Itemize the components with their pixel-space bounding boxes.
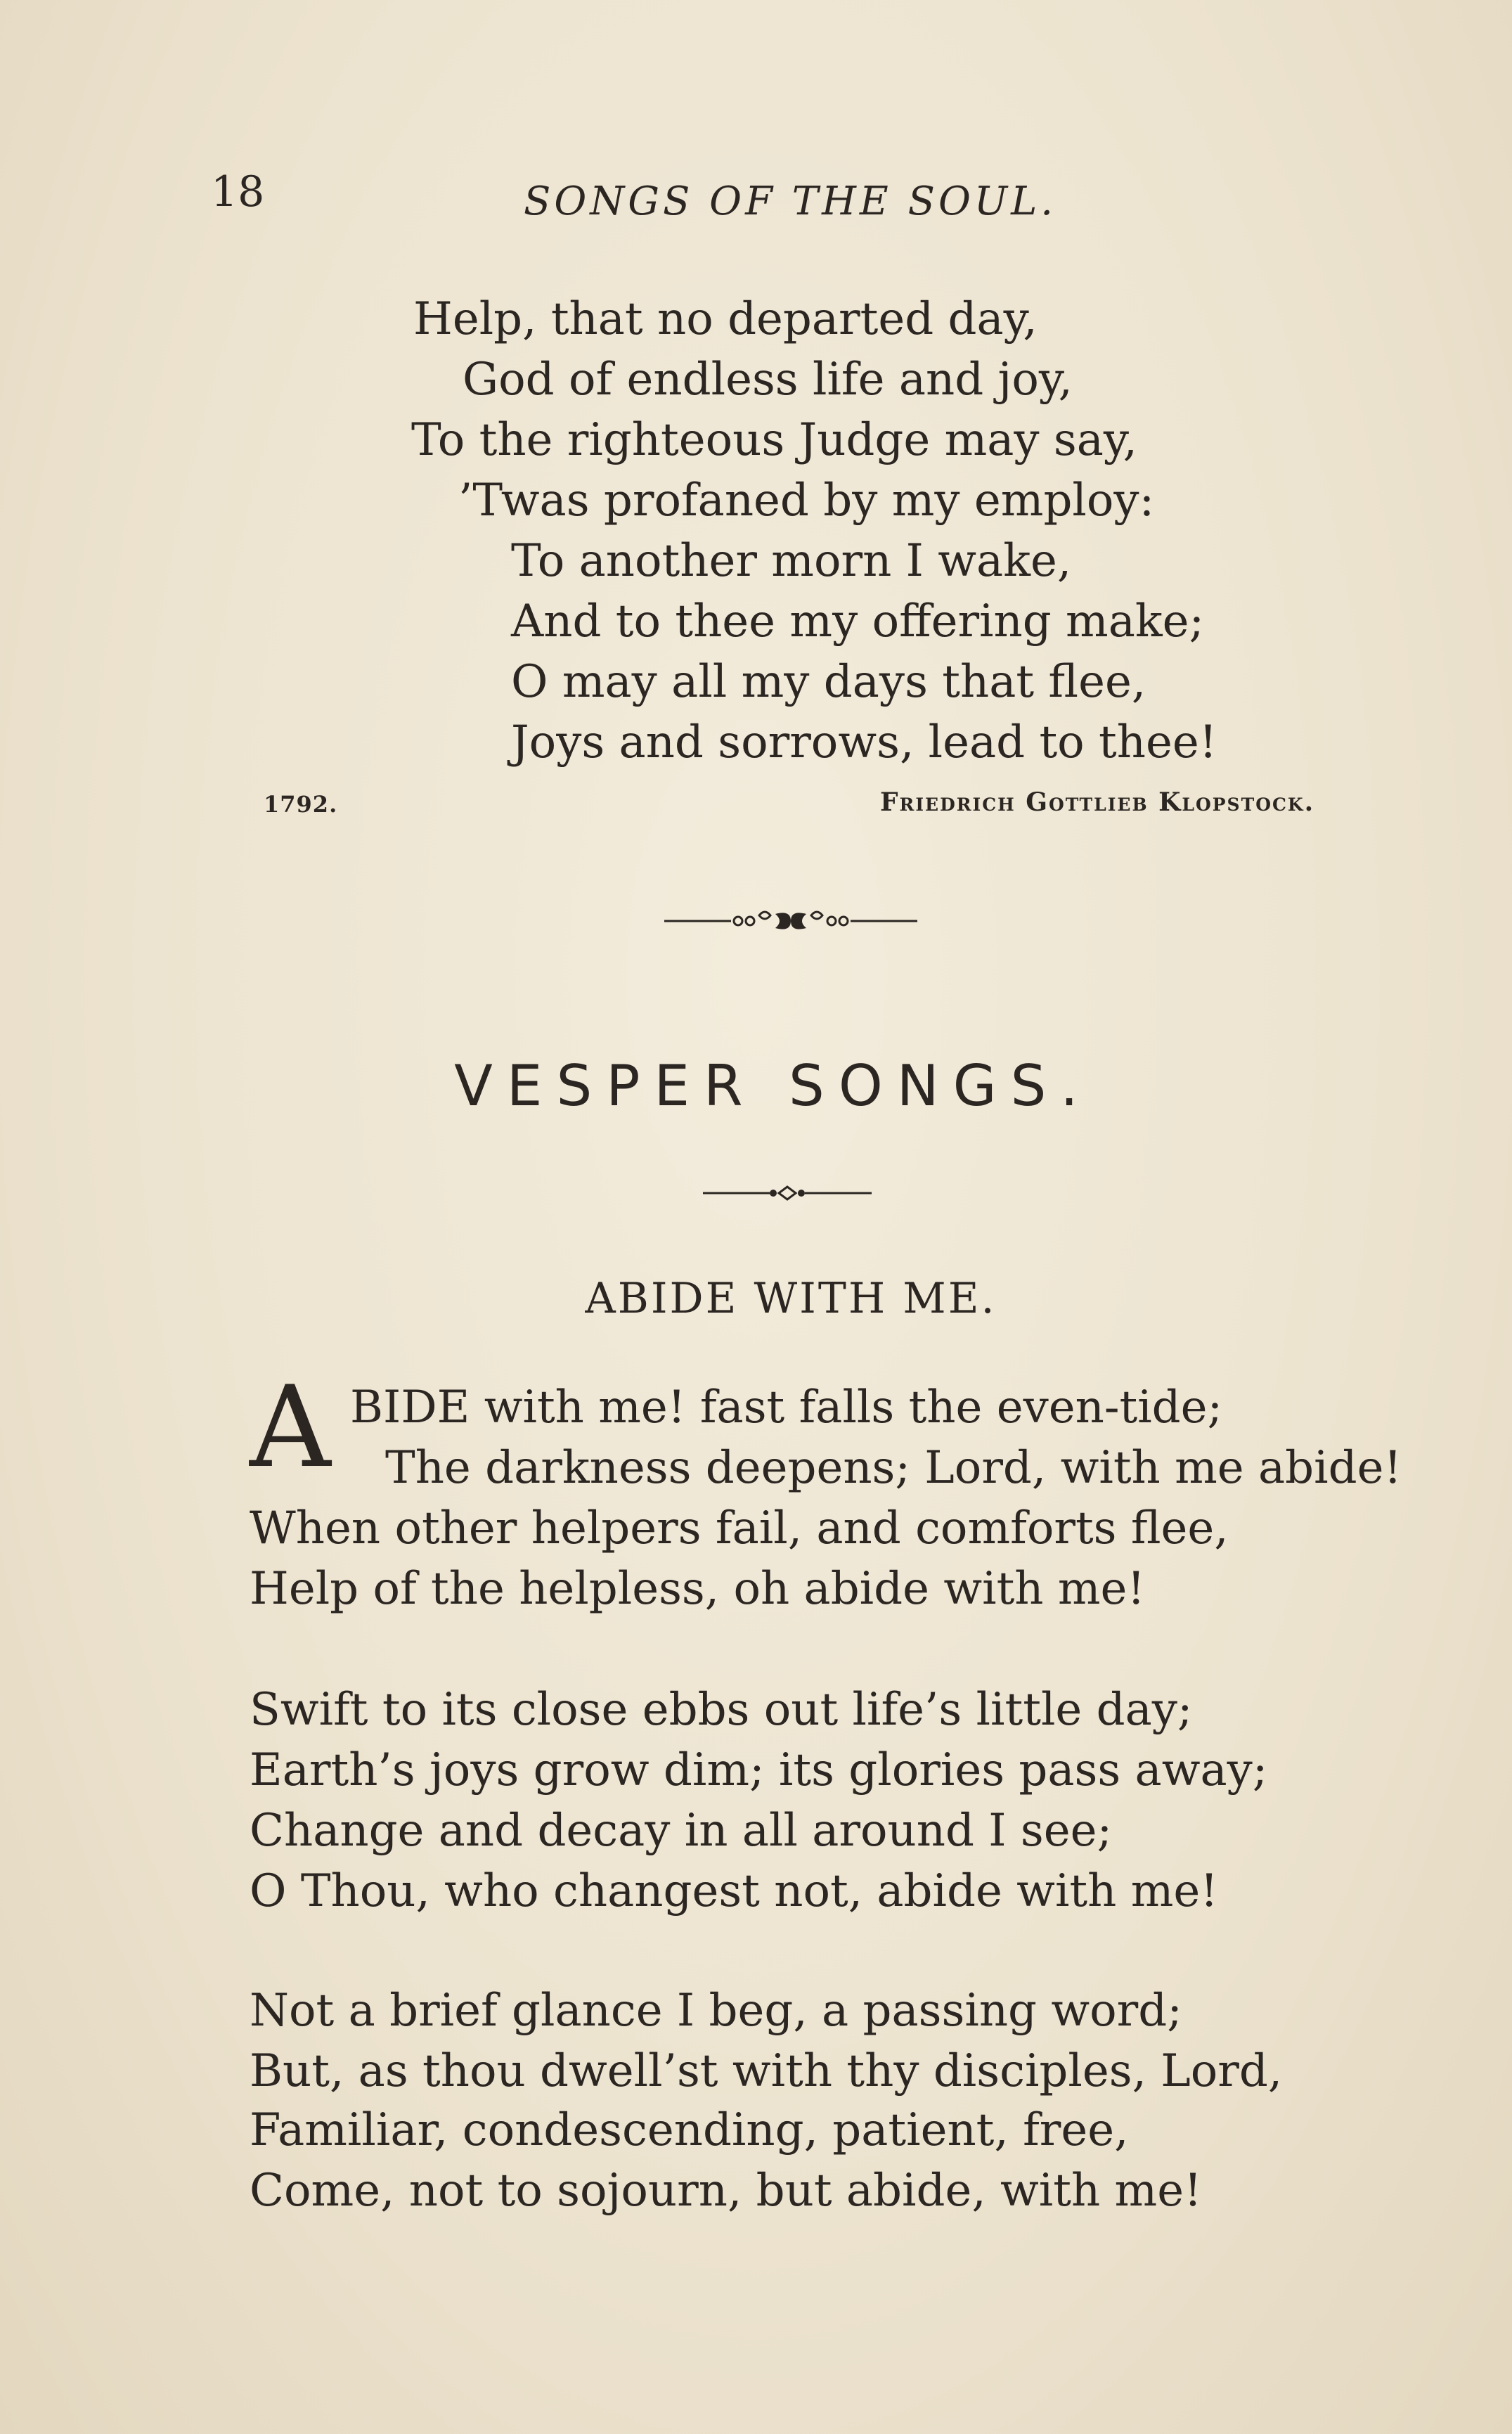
poem-line: Swift to its close ebbs out life’s little day; bbox=[250, 1684, 1193, 1736]
poem-line: Come, not to sojourn, but abide, with me! bbox=[250, 2165, 1202, 2217]
page-number: 18 bbox=[211, 167, 265, 217]
attribution-year: 1792. bbox=[264, 791, 338, 818]
poem-line: Help of the helpless, oh abide with me! bbox=[250, 1563, 1146, 1615]
poem-line: But, as thou dwell’st with thy disciples, Lord, bbox=[250, 2045, 1283, 2097]
poem-line: Familiar, condescending, patient, free, bbox=[250, 2104, 1129, 2156]
section-title: VESPER SONGS. bbox=[454, 1053, 1092, 1119]
poem-line: Not a brief glance I beg, a passing word; bbox=[250, 1985, 1182, 2037]
klopstock-line: ’Twas profaned by my employ: bbox=[458, 475, 1155, 527]
small-ornamental-divider bbox=[703, 1183, 872, 1204]
poem-line: BIDE with me! fast falls the even-tide; bbox=[350, 1382, 1223, 1434]
drop-cap: A bbox=[250, 1361, 331, 1493]
poem-line: O Thou, who changest not, abide with me! bbox=[250, 1865, 1218, 1917]
klopstock-line: And to thee my offering make; bbox=[511, 595, 1205, 648]
klopstock-line: To the righteous Judge may say, bbox=[411, 414, 1137, 466]
klopstock-line: Help, that no departed day, bbox=[413, 293, 1038, 345]
ornamental-divider bbox=[664, 907, 917, 935]
klopstock-line: O may all my days that flee, bbox=[511, 656, 1146, 708]
poem-line: When other helpers fail, and comforts flee, bbox=[250, 1502, 1229, 1554]
poem-title: ABIDE WITH ME. bbox=[585, 1274, 997, 1323]
running-head: SONGS OF THE SOUL. bbox=[524, 179, 1057, 224]
klopstock-line: God of endless life and joy, bbox=[463, 354, 1073, 406]
poem-line: Earth’s joys grow dim; its glories pass away; bbox=[250, 1744, 1268, 1796]
poem-line: The darkness deepens; Lord, with me abide! bbox=[385, 1442, 1402, 1494]
attribution-author: Friedrich Gottlieb Klopstock. bbox=[880, 787, 1315, 817]
klopstock-line: Joys and sorrows, lead to thee! bbox=[511, 716, 1217, 768]
klopstock-line: To another morn I wake, bbox=[511, 535, 1072, 587]
poem-line: Change and decay in all around I see; bbox=[250, 1805, 1113, 1857]
